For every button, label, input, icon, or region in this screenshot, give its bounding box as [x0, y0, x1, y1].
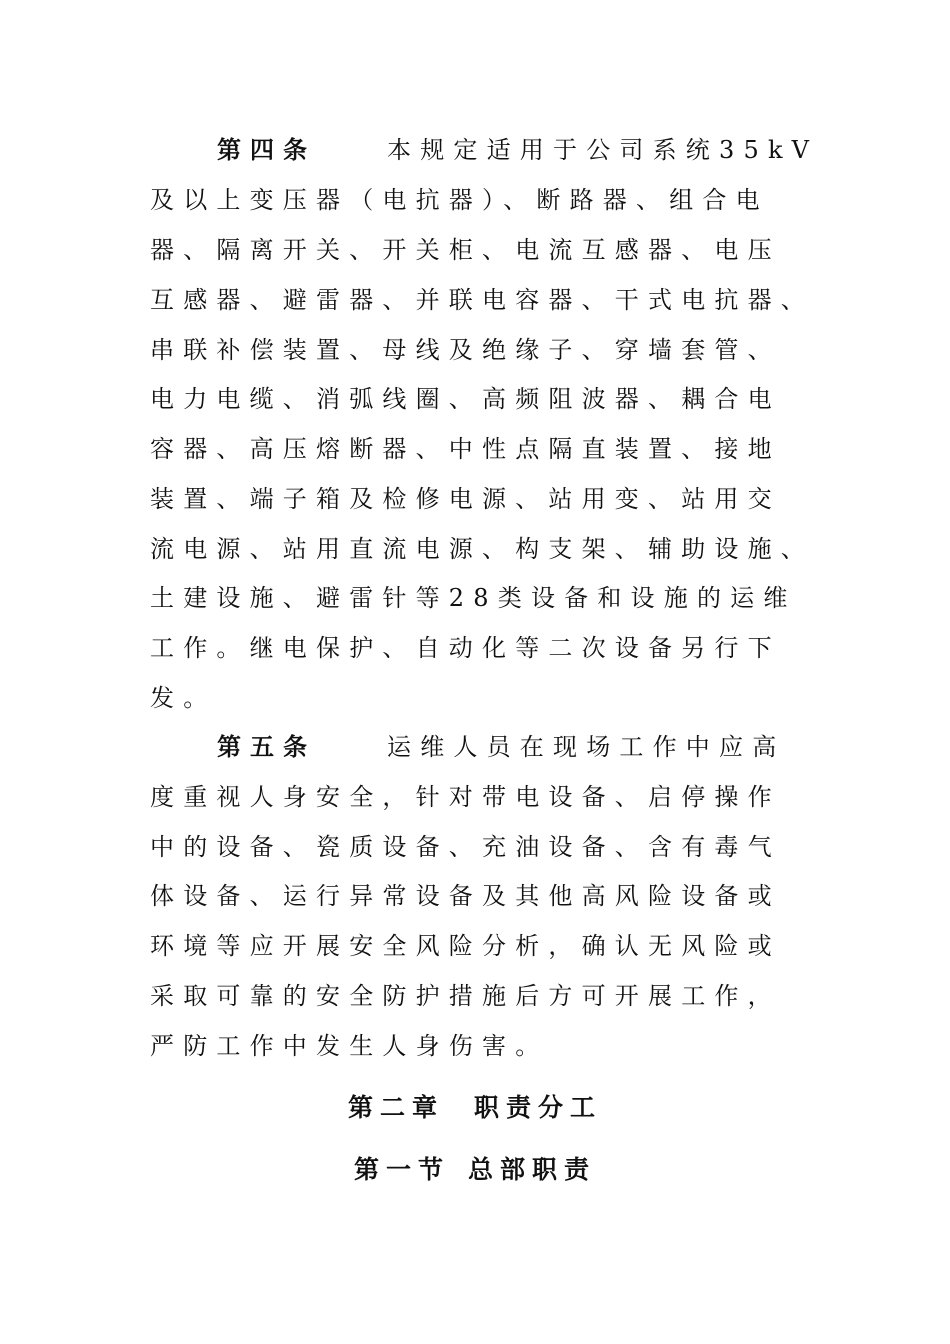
- article-4-line-10: 工作。继电保护、自动化等二次设备另行下: [150, 634, 781, 662]
- section-heading: [0, 1145, 950, 1195]
- article-5-line-3: 体设备、运行异常设备及其他高风险设备或: [150, 882, 781, 910]
- article-5-label: 第五条: [217, 732, 316, 761]
- article-5-line-0: 运维人员在现场工作中应高: [387, 733, 786, 761]
- article-4-line-11: 发。: [150, 684, 217, 712]
- article-5-first-line: [217, 722, 917, 772]
- article-4-line-2: 器、隔离开关、开关柜、电流互感器、电压: [150, 236, 781, 264]
- article-4-line-5: 电力电缆、消弧线圈、高频阻波器、耦合电: [150, 385, 781, 413]
- article-4-first-line: [217, 125, 917, 175]
- article-4-line-9: 土建设施、避雷针等28类设备和设施的运维: [150, 584, 797, 612]
- article-5-line-1: 度重视人身安全，针对带电设备、启停操作: [150, 783, 781, 811]
- article-4-line-3: 互感器、避雷器、并联电容器、干式电抗器、: [150, 286, 814, 314]
- article-4-label: 第四条: [217, 135, 316, 164]
- chapter-heading: [0, 1083, 950, 1133]
- article-5-line-2: 中的设备、瓷质设备、充油设备、含有毒气: [150, 833, 781, 861]
- article-5-line-6: 严防工作中发生人身伤害。: [150, 1032, 549, 1060]
- article-4-line-4: 串联补偿装置、母线及绝缘子、穿墙套管、: [150, 336, 781, 364]
- article-4-line-0: 本规定适用于公司系统35kV: [387, 136, 819, 164]
- article-5-line-5: 采取可靠的安全防护措施后方可开展工作，: [150, 982, 781, 1010]
- article-4-line-8: 流电源、站用直流电源、构支架、辅助设施、: [150, 535, 814, 563]
- section-title: 总部职责: [468, 1155, 597, 1184]
- article-4-line-1: 及以上变压器（电抗器）、断路器、组合电: [150, 186, 769, 214]
- article-4-line-6: 容器、高压熔断器、中性点隔直装置、接地: [150, 435, 781, 463]
- section-number: 第一节: [353, 1155, 450, 1184]
- article-5-line-4: 环境等应开展安全风险分析，确认无风险或: [150, 932, 781, 960]
- chapter-title: 职责分工: [474, 1093, 603, 1122]
- chapter-number: 第二章: [347, 1093, 444, 1122]
- article-4-line-7: 装置、端子箱及检修电源、站用变、站用交: [150, 485, 781, 513]
